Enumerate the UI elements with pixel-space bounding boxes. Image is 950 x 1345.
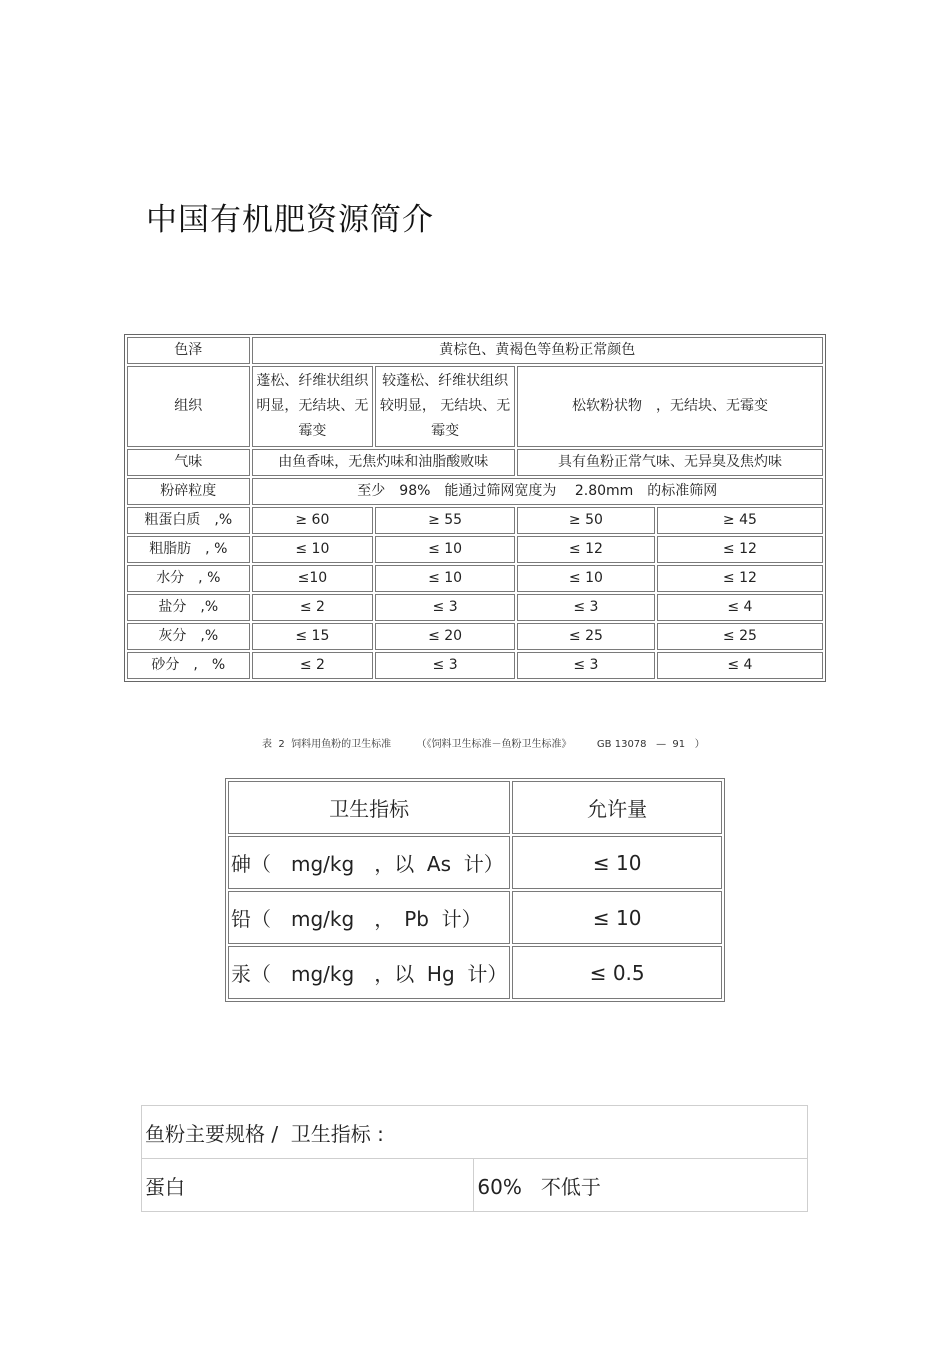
fishmeal-spec-table xyxy=(124,334,826,682)
row-label: 盐分 ,% xyxy=(127,594,250,621)
table-row xyxy=(228,946,722,999)
table-row xyxy=(228,891,722,944)
table-cell: 蓬松、纤维状组织明显，无结块、无霉变 xyxy=(252,366,374,447)
table-row xyxy=(127,536,823,563)
page-title: 中国有机肥资源简介 xyxy=(146,202,434,238)
table-row xyxy=(127,366,823,447)
fishmeal-main-spec-table xyxy=(141,1105,808,1212)
table-cell: 汞（ mg/kg ，以 Hg 计） xyxy=(228,946,510,999)
table-row xyxy=(127,507,823,534)
row-label: 组织 xyxy=(127,366,250,447)
column-header: 卫生指标 xyxy=(228,781,510,834)
table-cell: ≤ 10 xyxy=(252,536,374,563)
table-cell: ≤ 10 xyxy=(375,565,515,592)
table-header: 鱼粉主要规格 / 卫生指标 : xyxy=(142,1106,808,1159)
table-cell: 较蓬松、纤维状组织较明显， 无结块、无霉变 xyxy=(375,366,515,447)
row-label: 水分 , % xyxy=(127,565,250,592)
table-cell: ≤ 20 xyxy=(375,623,515,650)
table-cell: ≤ 3 xyxy=(375,594,515,621)
row-label: 粉碎粒度 xyxy=(127,478,250,505)
table-row xyxy=(127,337,823,364)
table-cell: ≤ 4 xyxy=(657,652,823,679)
row-label: 气味 xyxy=(127,449,250,476)
table-cell: ≤ 10 xyxy=(512,891,722,944)
table-cell: ≤ 3 xyxy=(375,652,515,679)
hygiene-standard-table xyxy=(225,778,725,1002)
table-cell: ≤ 12 xyxy=(517,536,655,563)
table-row xyxy=(127,478,823,505)
column-header: 允许量 xyxy=(512,781,722,834)
table-row xyxy=(127,449,823,476)
table-cell: ≤ 15 xyxy=(252,623,374,650)
table-cell: 由鱼香味，无焦灼味和油脂酸败味 xyxy=(252,449,515,476)
row-label: 粗蛋白质 ,% xyxy=(127,507,250,534)
table-row xyxy=(127,594,823,621)
row-label: 砂分 , % xyxy=(127,652,250,679)
table-cell: ≥ 50 xyxy=(517,507,655,534)
table-header-row xyxy=(142,1106,808,1159)
table-cell: 至少 98% 能通过筛网宽度为 2.80mm 的标准筛网 xyxy=(252,478,823,505)
table-cell: ≤10 xyxy=(252,565,374,592)
table-cell: 砷（ mg/kg ，以 As 计） xyxy=(228,836,510,889)
row-label: 灰分 ,% xyxy=(127,623,250,650)
row-label: 色泽 xyxy=(127,337,250,364)
table-row xyxy=(127,652,823,679)
table-cell: 具有鱼粉正常气味、无异臭及焦灼味 xyxy=(517,449,823,476)
table-cell: ≤ 4 xyxy=(657,594,823,621)
table-cell: ≤ 25 xyxy=(517,623,655,650)
table-cell: ≥ 45 xyxy=(657,507,823,534)
table-cell: 蛋白 xyxy=(142,1159,474,1212)
table-header-row xyxy=(228,781,722,834)
table-row xyxy=(127,623,823,650)
table-cell: ≤ 12 xyxy=(657,565,823,592)
table-cell: ≤ 3 xyxy=(517,594,655,621)
table-cell: ≤ 10 xyxy=(375,536,515,563)
table-row xyxy=(228,836,722,889)
table-cell: ≥ 60 xyxy=(252,507,374,534)
table-cell: ≤ 2 xyxy=(252,652,374,679)
table-cell: ≤ 10 xyxy=(517,565,655,592)
table-cell: 松软粉状物 ，无结块、无霉变 xyxy=(517,366,823,447)
table-caption: 表 2 饲料用鱼粉的卫生标准 （《饲料卫生标准－鱼粉卫生标准》 GB 13078 — 91 ） xyxy=(262,739,705,750)
table-cell: ≤ 2 xyxy=(252,594,374,621)
table-cell: ≥ 55 xyxy=(375,507,515,534)
table-cell: ≤ 25 xyxy=(657,623,823,650)
table-cell: ≤ 10 xyxy=(512,836,722,889)
table-row xyxy=(142,1159,808,1212)
table-cell: 黄棕色、黄褐色等鱼粉正常颜色 xyxy=(252,337,823,364)
table-cell: ≤ 12 xyxy=(657,536,823,563)
table-cell: ≤ 0.5 xyxy=(512,946,722,999)
table-cell: 铅（ mg/kg ， Pb 计） xyxy=(228,891,510,944)
row-label: 粗脂肪 , % xyxy=(127,536,250,563)
table-cell: 60% 不低于 xyxy=(474,1159,808,1212)
table-row xyxy=(127,565,823,592)
table-cell: ≤ 3 xyxy=(517,652,655,679)
